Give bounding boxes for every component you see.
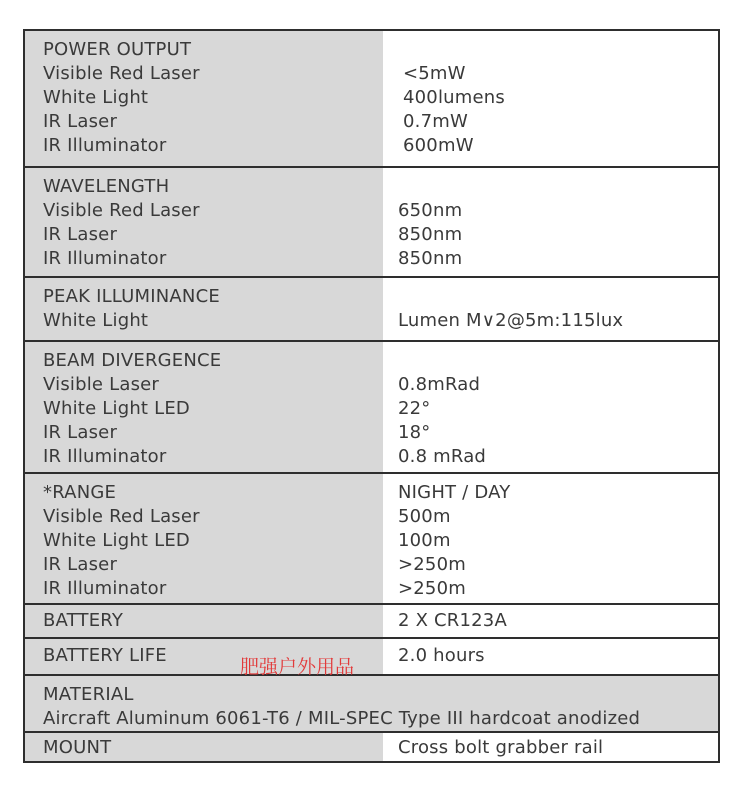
- spec-value: >250m: [398, 578, 466, 599]
- spec-header-value: Cross bolt grabber rail: [398, 737, 604, 758]
- spec-label: IR Laser: [43, 422, 118, 443]
- spec-value: 100m: [398, 530, 451, 551]
- spec-row-mount: [25, 731, 718, 761]
- spec-label: White Light LED: [43, 530, 190, 551]
- spec-label: Visible Laser: [43, 374, 160, 395]
- spec-value: 22°: [398, 398, 431, 419]
- spec-labels: [25, 31, 383, 166]
- spec-value: 500m: [398, 506, 451, 527]
- spec-label: White Light: [43, 87, 149, 108]
- spec-row-material: [25, 674, 718, 731]
- spec-label: IR Illuminator: [43, 578, 167, 599]
- spec-value: 0.8 mRad: [398, 446, 487, 467]
- spec-value: Lumen M∨2@5m:115lux: [398, 310, 624, 331]
- section-title: BATTERY LIFE: [43, 645, 167, 666]
- spec-value: 850nm: [398, 248, 463, 269]
- spec-row-peak-illuminance: [25, 276, 718, 340]
- spec-labels: [25, 168, 383, 276]
- spec-label: Visible Red Laser: [43, 63, 200, 84]
- section-title: BATTERY: [43, 610, 124, 631]
- section-title: *RANGE: [43, 482, 117, 503]
- spec-label: IR Laser: [43, 554, 118, 575]
- spec-value: 850nm: [398, 224, 463, 245]
- section-title: POWER OUTPUT: [43, 39, 192, 60]
- spec-label: IR Illuminator: [43, 248, 167, 269]
- spec-value: 0.8mRad: [398, 374, 481, 395]
- spec-label: IR Illuminator: [43, 446, 167, 467]
- spec-labels: [25, 278, 383, 340]
- watermark-text: 肥强户外用品: [240, 656, 355, 678]
- spec-header-value: 2 X CR123A: [398, 610, 507, 631]
- section-title: PEAK ILLUMINANCE: [43, 286, 220, 307]
- section-title: WAVELENGTH: [43, 176, 170, 197]
- spec-row-power-output: [25, 31, 718, 166]
- spec-value: >250m: [398, 554, 466, 575]
- spec-header-value: NIGHT / DAY: [398, 482, 511, 503]
- spec-label: IR Laser: [43, 111, 118, 132]
- spec-values: [383, 605, 718, 637]
- section-title: MATERIAL: [43, 684, 134, 705]
- spec-values: [383, 639, 718, 674]
- spec-row-beam-divergence: [25, 340, 718, 472]
- spec-label: IR Illuminator: [43, 135, 167, 156]
- spec-row-wavelength: [25, 166, 718, 276]
- spec-row-range: [25, 472, 718, 603]
- spec-value: <5mW: [403, 63, 466, 84]
- spec-label: Visible Red Laser: [43, 506, 200, 527]
- spec-values: [383, 31, 718, 166]
- spec-labels: [25, 474, 383, 603]
- spec-material-block: [25, 676, 718, 731]
- spec-labels: [25, 733, 383, 761]
- spec-value: 650nm: [398, 200, 463, 221]
- spec-label: Visible Red Laser: [43, 200, 200, 221]
- spec-label: White Light LED: [43, 398, 190, 419]
- section-title: MOUNT: [43, 737, 112, 758]
- spec-labels: [25, 605, 383, 637]
- section-title: BEAM DIVERGENCE: [43, 350, 222, 371]
- spec-table: [23, 29, 720, 763]
- spec-values: [383, 278, 718, 340]
- spec-values: [383, 474, 718, 603]
- spec-value: 18°: [398, 422, 431, 443]
- spec-value: 0.7mW: [403, 111, 468, 132]
- spec-label: White Light: [43, 310, 149, 331]
- spec-row-battery: [25, 603, 718, 637]
- spec-label: IR Laser: [43, 224, 118, 245]
- spec-values: [383, 168, 718, 276]
- spec-header-value: 2.0 hours: [398, 645, 485, 666]
- spec-values: [383, 733, 718, 761]
- spec-material-value: Aircraft Aluminum 6061-T6 / MIL-SPEC Type III hardcoat anodized: [43, 708, 641, 729]
- spec-labels: [25, 342, 383, 472]
- spec-values: [383, 342, 718, 472]
- spec-value: 600mW: [403, 135, 474, 156]
- spec-row-battery-life: [25, 637, 718, 674]
- spec-value: 400lumens: [403, 87, 505, 108]
